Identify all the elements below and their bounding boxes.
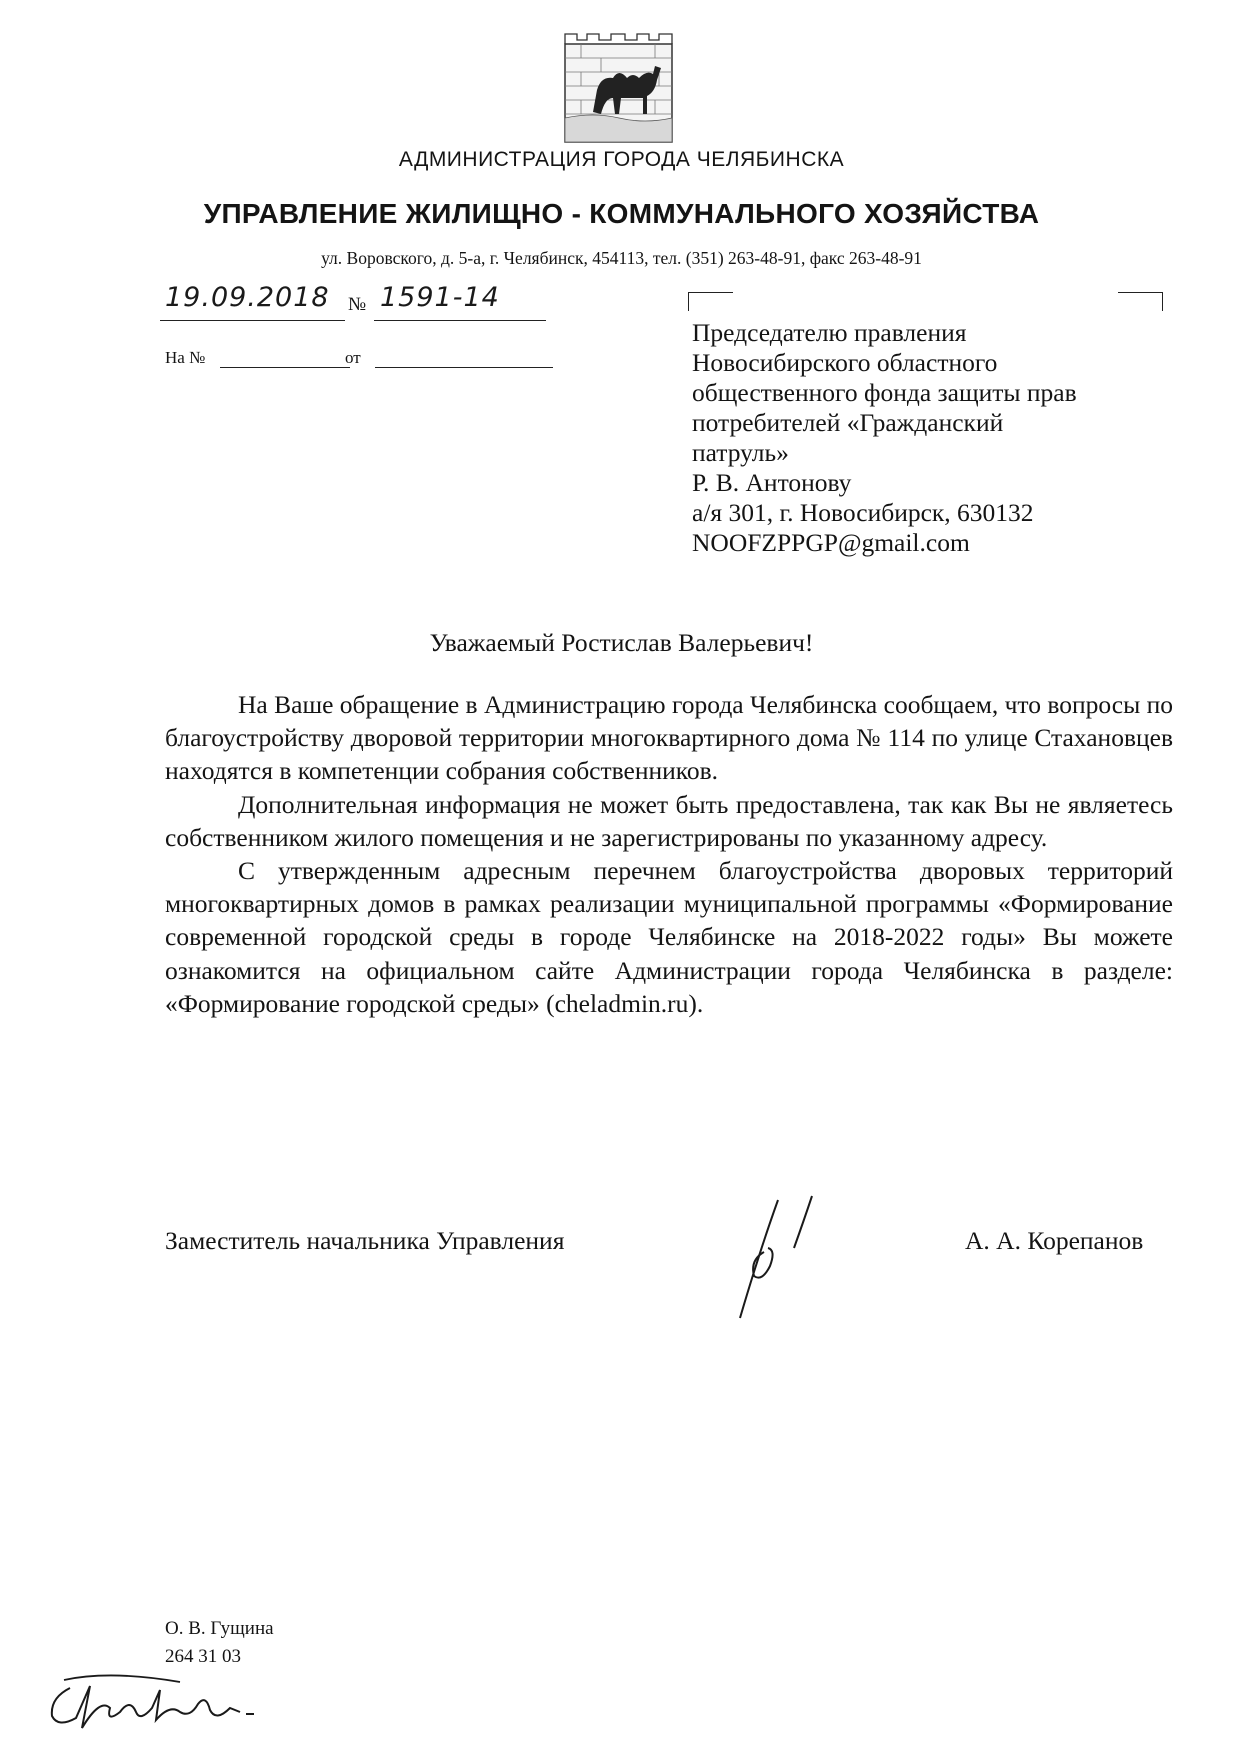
addressee-line: общественного фонда защиты прав (692, 378, 1077, 407)
address-corner-right (1118, 292, 1163, 311)
addressee-line: потребителей «Гражданский (692, 408, 1004, 437)
administration-title: АДМИНИСТРАЦИЯ ГОРОДА ЧЕЛЯБИНСКА (398, 148, 845, 171)
addressee-line: а/я 301, г. Новосибирск, 630132 (692, 498, 1034, 527)
registration-number: 1591-14 (380, 282, 500, 313)
signature-icon (720, 1190, 830, 1320)
signer-title: Заместитель начальника Управления (165, 1226, 565, 1255)
coat-of-arms-icon (563, 32, 674, 147)
executor-phone: 264 31 03 (165, 1646, 241, 1667)
executor-name: О. В. Гущина (165, 1618, 274, 1639)
registration-number-label: № (348, 294, 367, 315)
addressee-line: Председателю правления (692, 318, 967, 347)
body-paragraph: С утвержденным адресным перечнем благоустройства дворовых территорий многоквартирных домов в рамках реализации муниципальной программы «Формирование современной городской среды в городе Челябинске на 2018-2022 годы» Вы можете ознакомится на официальном сайте Администрации города Челябинска в разделе: «Формирование городской среды» (cheladmin.ru). (165, 856, 1173, 1018)
department-address: ул. Воровского, д. 5-а, г. Челябинск, 454113, тел. (351) 263-48-91, факс 263-48-91 (321, 248, 922, 268)
letter-body (165, 688, 1173, 1020)
greeting: Уважаемый Ростислав Валерьевич! (429, 628, 814, 657)
date-underline (160, 320, 345, 321)
reference-number-label: На № (165, 348, 206, 367)
addressee-line: патруль» (692, 438, 789, 467)
registration-date: 19.09.2018 (165, 282, 330, 313)
reference-date-underline (375, 367, 553, 368)
address-corner-left (688, 292, 733, 311)
initials-signature-icon (40, 1668, 290, 1738)
addressee-line: Новосибирского областного (692, 348, 998, 377)
signer-name: А. А. Корепанов (965, 1226, 1144, 1255)
reference-number-underline (220, 367, 350, 368)
body-paragraph: Дополнительная информация не может быть предоставлена, так как Вы не являетесь собственником жилого помещения и не зарегистрированы по указанному адресу. (165, 789, 1173, 852)
reference-date-label: от (345, 348, 361, 367)
addressee-block (692, 318, 1172, 558)
number-underline (374, 320, 546, 321)
addressee-email: NOOFZPPGP@gmail.com (692, 528, 970, 557)
addressee-line: Р. В. Антонову (692, 468, 852, 497)
body-paragraph: На Ваше обращение в Администрацию города Челябинска сообщаем, что вопросы по благоустройству дворовой территории многоквартирного дома № 114 по улице Стахановцев находятся в компетенции собрания собственников. (165, 690, 1173, 786)
department-title: УПРАВЛЕНИЕ ЖИЛИЩНО - КОММУНАЛЬНОГО ХОЗЯЙСТВА (203, 198, 1040, 229)
